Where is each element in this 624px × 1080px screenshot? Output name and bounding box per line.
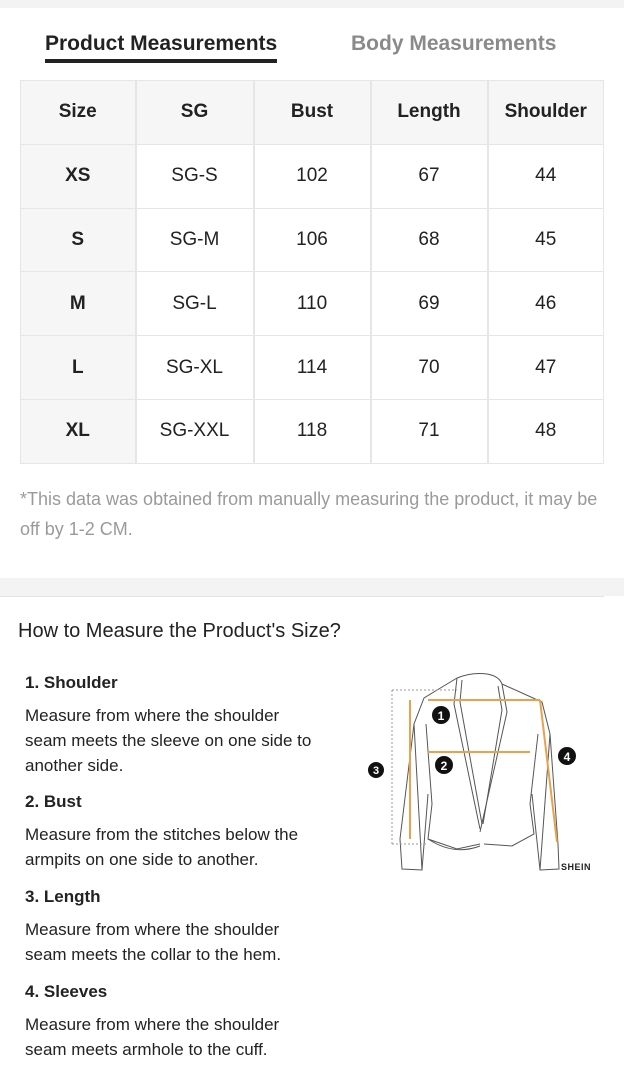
cell-bust: 114	[254, 336, 371, 400]
guide-sleeves-text: Measure from where the shoulder seam meets armhole to the cuff.	[25, 1015, 280, 1059]
cell-sg: SG-M	[136, 208, 254, 272]
cell-sg: SG-S	[136, 144, 254, 208]
guide-shoulder-title: 1. Shoulder	[25, 673, 118, 692]
table-row	[21, 336, 604, 400]
guide-sleeves-title: 4. Sleeves	[25, 982, 108, 1001]
guide-shoulder	[25, 671, 355, 778]
cell-shoulder: 45	[488, 208, 604, 272]
guide-length-title: 3. Length	[25, 887, 101, 906]
table-row	[21, 208, 604, 272]
cell-bust: 106	[254, 208, 371, 272]
guide-length	[25, 885, 355, 967]
cell-shoulder: 46	[488, 272, 604, 336]
table-header-row	[21, 81, 604, 145]
cell-size: L	[21, 336, 136, 400]
svg-text:4: 4	[563, 750, 571, 764]
header-size: Size	[21, 81, 136, 145]
how-to-measure-title: How to Measure the Product's Size?	[18, 620, 341, 642]
jacket-measurement-diagram	[362, 664, 612, 879]
cell-length: 70	[371, 336, 488, 400]
header-shoulder: Shoulder	[488, 81, 604, 145]
section-divider-line	[0, 596, 604, 597]
top-divider-strip	[0, 0, 624, 8]
guide-bust	[25, 790, 355, 872]
guide-length-text: Measure from where the shoulder seam meets the collar to the hem.	[25, 920, 282, 964]
cell-length: 69	[371, 272, 488, 336]
cell-sg: SG-L	[136, 272, 254, 336]
guide-bust-title: 2. Bust	[25, 792, 82, 811]
cell-bust: 118	[254, 399, 371, 463]
cell-shoulder: 48	[488, 399, 604, 463]
guide-sleeves	[25, 980, 355, 1062]
section-divider	[0, 578, 624, 596]
table-row	[21, 272, 604, 336]
measurement-disclaimer: *This data was obtained from manually measuring the product, it may be off by 1-2 CM.	[20, 489, 598, 539]
cell-bust: 110	[254, 272, 371, 336]
tab-body-measurements[interactable]: Body Measurements	[351, 32, 557, 55]
jacket-outline	[400, 674, 559, 871]
header-sg: SG	[136, 81, 254, 145]
cell-length: 71	[371, 399, 488, 463]
cell-shoulder: 47	[488, 336, 604, 400]
size-chart-table	[20, 80, 604, 464]
brand-logo: SHEIN	[561, 862, 592, 872]
cell-length: 67	[371, 144, 488, 208]
cell-sg: SG-XXL	[136, 399, 254, 463]
table-row	[21, 144, 604, 208]
cell-bust: 102	[254, 144, 371, 208]
svg-text:3: 3	[372, 765, 380, 777]
guide-shoulder-text: Measure from where the shoulder seam meets the sleeve on one side to another side.	[25, 706, 312, 775]
guide-bust-text: Measure from the stitches below the armpits on one side to another.	[25, 825, 299, 869]
measurement-tabs	[0, 30, 624, 66]
header-length: Length	[371, 81, 488, 145]
header-bust: Bust	[254, 81, 371, 145]
cell-shoulder: 44	[488, 144, 604, 208]
cell-length: 68	[371, 208, 488, 272]
svg-text:1: 1	[437, 709, 445, 723]
svg-text:2: 2	[440, 759, 448, 773]
cell-size: XL	[21, 399, 136, 463]
cell-size: XS	[21, 144, 136, 208]
table-row	[21, 399, 604, 463]
cell-size: M	[21, 272, 136, 336]
cell-sg: SG-XL	[136, 336, 254, 400]
cell-size: S	[21, 208, 136, 272]
tab-product-measurements[interactable]: Product Measurements	[45, 30, 277, 64]
